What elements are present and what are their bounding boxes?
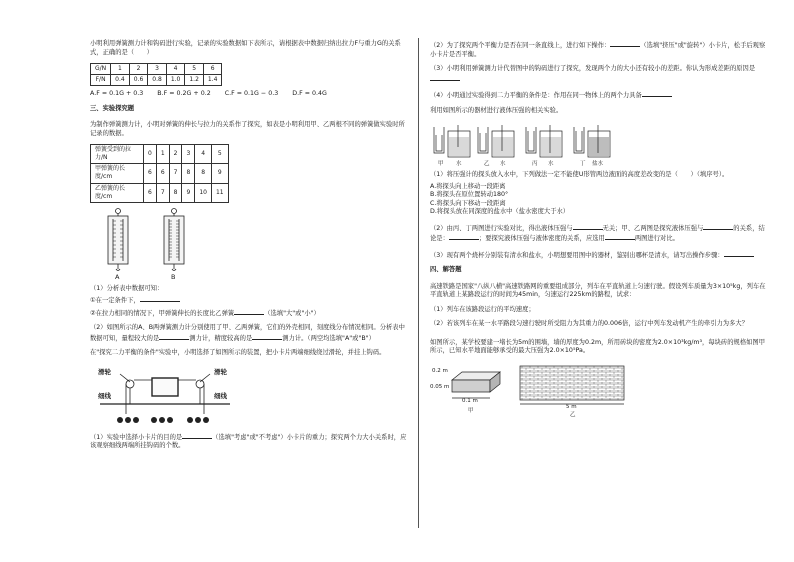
q2-text: （2）如图所示的A、B两弹簧测力计分别使用了甲、乙两弹簧，它们的外壳相同，刻度线分布情况相同。分析表中数据可知，量程较大的是: [90, 324, 405, 342]
table-cell: 6: [203, 64, 222, 75]
scale-a: [108, 208, 128, 270]
option-a: A.将探头向上移动一段距离: [430, 182, 506, 190]
table-cell: 弹簧受到的拉力/N: [91, 145, 144, 164]
pulley-figure: [90, 364, 240, 432]
liquid-label-3: 水: [548, 161, 554, 167]
q2: [90, 324, 408, 343]
scale-b: [164, 208, 184, 270]
table-cell: 10: [195, 183, 212, 202]
liquid-label-4: 盐水: [592, 161, 604, 167]
option-d: D.F = 0.4G: [292, 90, 327, 98]
brick-drawing: [430, 362, 630, 408]
pressure-q2: [430, 223, 770, 244]
table-cell: 1.0: [166, 75, 185, 86]
pressure-q1-options: [430, 183, 770, 217]
table-cell: 0.4: [111, 75, 130, 86]
beaker-label-jia: 甲: [438, 161, 444, 167]
balance-q4-text: （4）小明通过实验得到二力平衡的条件是：作用在同一物体上的两个力具备: [430, 92, 642, 99]
balance-q1-text: （1）实验中选择小卡片的目的是: [90, 433, 183, 441]
spring-question: 为制作弹簧测力计，小明对弹簧的伸长与拉力的关系作了探究，如表是小明利用甲、乙两根不同的弹簧做实验时所记录的数据。: [90, 121, 405, 137]
train-question: 高速铁路是国家"八纵八横"高速铁路网的重要组成部分，列车在平直轨道上匀速行驶。假设列车质量为3×10⁵kg，列车在平直轨道上某路段运行的时间为45min，匀速运行225km的路程，试求：: [430, 282, 766, 298]
brick-figure: [430, 362, 630, 418]
column-divider: [418, 38, 419, 528]
q1b-tail: （选填"大"或"小"）: [264, 309, 320, 317]
table-row: [91, 164, 229, 183]
q1b: [90, 308, 408, 319]
brick-question: 如图所示，某学校要建一堵长为5m的围墙，墙的厚度为0.2m，所用砖块的密度为2.0×10³kg/m³，每块砖的规格如图甲所示，已知水平地面能够承受的最大压强为2.0×10⁵Pa。: [430, 338, 766, 354]
table-cell: 4: [195, 145, 212, 164]
beaker-label-bing: 丙: [532, 161, 538, 167]
table-cell: 9: [211, 164, 228, 183]
table-cell: 9: [182, 183, 195, 202]
answer-blank[interactable]: [605, 233, 635, 240]
table-cell: 5: [185, 64, 204, 75]
table-cell: 1: [156, 145, 169, 164]
balance-q2: [430, 40, 770, 59]
table-cell: 8: [195, 164, 212, 183]
balance-q2-tail: （选填"挤压"或"旋转"）小卡片，松手后观察小卡片是否平衡。: [430, 42, 766, 58]
table-cell: 乙弹簧的长度/cm: [91, 183, 144, 202]
pulley-left-label: 滑轮: [98, 367, 111, 376]
table-cell: 4: [166, 64, 185, 75]
answer-blank[interactable]: [159, 333, 189, 340]
left-column: [90, 40, 408, 457]
table-cell: 0: [144, 145, 157, 164]
table-cell: 3: [148, 64, 167, 75]
fg-question: 小明利用弹簧测力计和钩码进行实验，记录的实验数据如下表所示，请根据表中数据归纳出拉力F与重力G的关系式，正确的是（ ）: [90, 40, 401, 56]
balance-q4: [430, 90, 770, 101]
table-cell: 2: [169, 145, 182, 164]
q2-tail: 测力计。（两空均选填"A"或"B"）: [282, 334, 375, 342]
train-q1: （1）列车在该路段运行的平均速度；: [430, 305, 535, 313]
string-right-label: 细线: [214, 391, 227, 400]
table-cell: 6: [156, 164, 169, 183]
brick-height-label: 0.05 m: [430, 383, 450, 390]
option-b: B.将探头在原位置转动180°: [430, 191, 509, 198]
option-c: C.F = 0.1G − 0.3: [224, 90, 279, 98]
p2b: 无关；甲、乙两图是探究液体压强与: [602, 224, 704, 232]
answer-blank[interactable]: [430, 74, 460, 81]
right-column: [430, 40, 770, 418]
balance-q2-text: （2）为了探究两个平衡力是否在同一条直线上，进行如下操作：: [430, 42, 611, 49]
table-cell: 8: [182, 164, 195, 183]
table-cell: 7: [156, 183, 169, 202]
answer-options: [90, 90, 408, 99]
table-cell: 1: [111, 64, 130, 75]
table-cell: 6: [144, 183, 157, 202]
table-cell: 0.6: [129, 75, 148, 86]
section-heading: 四、解答题: [430, 266, 462, 273]
balance-question: 在"探究二力平衡的条件"实验中，小明选择了如图所示的装置，把小卡片两端细线绕过滑轮，并挂上钩码。: [90, 349, 386, 357]
pressure-question: 利用如图所示的器材进行液体压强的相关实验。: [430, 106, 563, 114]
table-cell: 11: [211, 183, 228, 202]
table-cell: F/N: [91, 75, 111, 86]
answer-blank[interactable]: [642, 90, 672, 97]
q1a: [90, 295, 408, 306]
spring-table: [90, 144, 229, 203]
table-row: [91, 145, 229, 164]
answer-blank[interactable]: [252, 333, 282, 340]
table-cell: 5: [211, 145, 228, 164]
table-row: [91, 183, 229, 202]
beaker-label-ding: 丁: [580, 161, 586, 167]
table-cell: 1.2: [185, 75, 204, 86]
p2a: （2）由丙、丁两图进行实验对比，得出液体压强与: [430, 224, 573, 232]
table-cell: 0.8: [148, 75, 167, 86]
q1a-text: ①在一定条件下，: [90, 297, 140, 305]
spring-scale-drawing: [96, 207, 206, 273]
p2c: 的关系，结论是：: [430, 224, 765, 242]
table-cell: 6: [144, 164, 157, 183]
answer-blank[interactable]: [573, 223, 603, 230]
answer-blank[interactable]: [703, 223, 733, 230]
q1b-text: ②在拉力相同的情况下，甲弹簧伸长的长度比乙弹簧: [90, 309, 235, 317]
pressure-figure: [430, 121, 620, 171]
pressure-q1: （1）将压强计的探头放入水中，下列做法一定不能使U形管两边液面的高度差改变的是（ ）（填序号）。: [430, 171, 729, 178]
p3-text: （3）现有两个烧杯分别装有清水和盐水，小明想要用图中的器材，鉴别出哪杯是清水，请写出操作步骤：: [430, 251, 724, 259]
q2-mid: 测力计，精度较高的是: [189, 334, 253, 342]
answer-blank[interactable]: [449, 233, 479, 240]
option-b: B.F = 0.2G + 0.2: [157, 90, 211, 98]
answer-blank[interactable]: [140, 295, 180, 302]
wall-length-label: 5 m: [566, 403, 577, 410]
spring-scale-figure: [96, 207, 216, 285]
table-row: [91, 64, 222, 75]
brick-label-yi: 乙: [570, 411, 576, 418]
train-q2: （2）若该列车在某一水平路段匀速行驶时所受阻力为其重力的0.006倍，运行中列车发动机产生的牵引力为多大？: [430, 320, 748, 327]
table-cell: 甲弹簧的长度/cm: [91, 164, 144, 183]
brick-label-jia: 甲: [468, 407, 474, 414]
brick-length-label: 0.1 m: [462, 397, 478, 404]
figure-label-a: A: [115, 272, 120, 281]
beaker-label-yi: 乙: [484, 161, 490, 167]
pressure-q3: [430, 250, 770, 261]
option-d: D.将探头放在同深度的盐水中（盐水密度大于水）: [430, 208, 570, 215]
section-heading: 三、实验探究题: [90, 104, 135, 112]
answer-blank[interactable]: [234, 308, 264, 315]
answer-blank[interactable]: [724, 250, 754, 257]
balance-q3: [430, 65, 770, 84]
balance-q3-text: （3）小明利用弹簧测力计代替图中的钩码进行了探究，发现两个力的大小还有较小的差距。你认为形成差距的原因是: [430, 65, 756, 72]
fg-table: [90, 63, 222, 86]
table-cell: 1.4: [203, 75, 222, 86]
option-c: C.将探头向下移动一段距离: [430, 199, 506, 207]
pulley-right-label: 滑轮: [214, 367, 227, 376]
table-cell: 3: [182, 145, 195, 164]
liquid-label-1: 水: [456, 161, 462, 167]
pressure-drawing: [430, 121, 620, 163]
liquid-label-2: 水: [500, 161, 506, 167]
q1: （1）分析表中数据可知：: [90, 284, 164, 292]
balance-q1-tail: （选填"考虑"或"不考虑"）小卡片的重力；探究两个力大小关系时，应该观察细线两端所挂钩码的个数。: [90, 433, 407, 450]
brick-width-label: 0.2 m: [432, 367, 448, 374]
string-left-label: 细线: [98, 391, 111, 400]
balance-q1: [90, 432, 408, 451]
p2e: 两图进行对比。: [634, 235, 679, 242]
option-a: A.F = 0.1G + 0.3: [90, 90, 144, 98]
answer-blank[interactable]: [182, 432, 212, 439]
table-row: [91, 75, 222, 86]
table-cell: G/N: [91, 64, 111, 75]
answer-blank[interactable]: [610, 40, 640, 47]
table-cell: 2: [129, 64, 148, 75]
table-cell: 7: [169, 164, 182, 183]
p2d: ；要探究液体压强与液体密度的关系，应选用: [478, 235, 605, 242]
table-cell: 8: [169, 183, 182, 202]
figure-label-b: B: [171, 272, 176, 281]
